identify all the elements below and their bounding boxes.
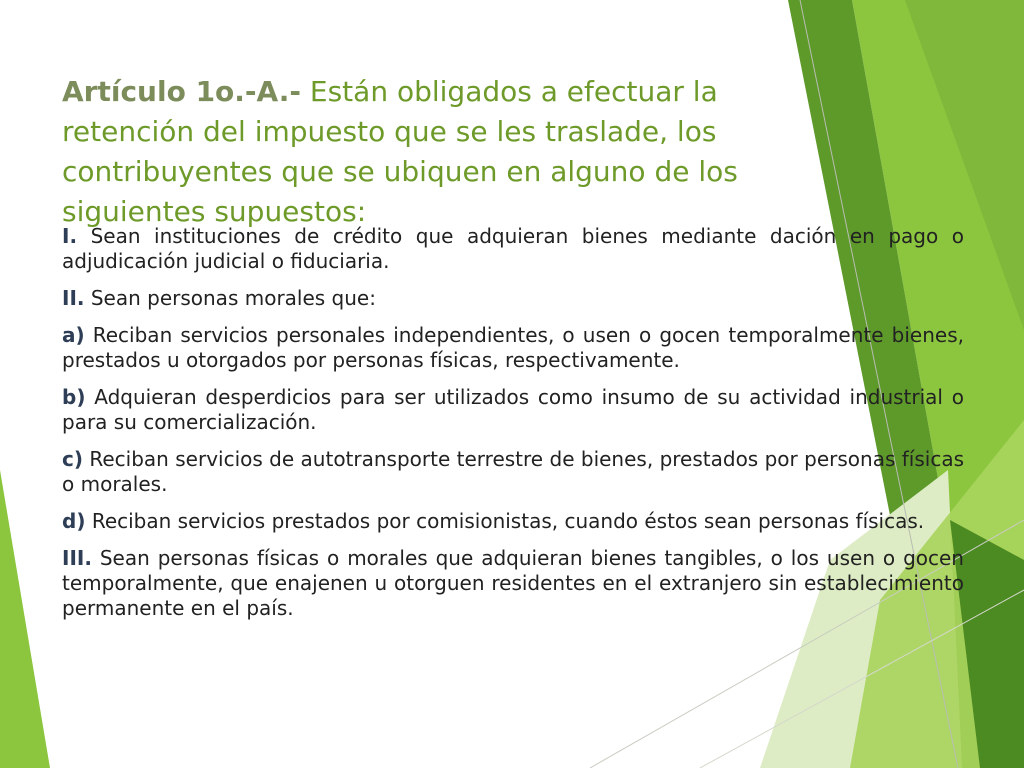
title-article-number: Artículo 1o.-A.- (62, 75, 301, 108)
paragraph-i (62, 224, 964, 274)
paragraph-text: Reciban servicios de autotransporte terrestre de bienes, prestados por personas físicas o morales. (62, 447, 964, 496)
paragraph-label: c) (62, 447, 83, 471)
paragraph-label: I. (62, 224, 78, 248)
left-accent-shape (0, 470, 50, 768)
paragraph-text: Adquieran desperdicios para ser utilizados como insumo de su actividad industrial o para su comercialización. (62, 385, 964, 434)
paragraph-text: Reciban servicios prestados por comisionistas, cuando éstos sean personas físicas. (85, 509, 925, 533)
paragraph-c (62, 447, 964, 497)
paragraph-d (62, 509, 964, 534)
paragraph-label: a) (62, 323, 85, 347)
paragraph-text: Sean personas morales que: (84, 286, 376, 310)
slide-title (62, 72, 822, 232)
paragraph-label: II. (62, 286, 85, 310)
paragraph-ii (62, 286, 964, 311)
title-text: Están obligados a efectuar la retención del impuesto que se les traslade, los contribuyentes que se ubiquen en alguno de los siguientes supuestos: (62, 75, 738, 228)
paragraph-text: Sean personas físicas o morales que adquieran bienes tangibles, o los usen o gocen temporalmente, que enajenen u otorguen residentes en el extranjero sin establecimiento permanente en el país. (62, 546, 964, 620)
paragraph-iii (62, 546, 964, 621)
paragraph-a (62, 323, 964, 373)
paragraph-label: b) (62, 385, 86, 409)
paragraph-label: III. (62, 546, 92, 570)
slide-body (62, 224, 964, 633)
paragraph-b (62, 385, 964, 435)
paragraph-label: d) (62, 509, 86, 533)
paragraph-text: Reciban servicios personales independientes, o usen o gocen temporalmente bienes, prestados u otorgados por personas físicas, respectivamente. (62, 323, 964, 372)
paragraph-text: Sean instituciones de crédito que adquieran bienes mediante dación en pago o adjudicación judicial o fiduciaria. (62, 224, 964, 273)
